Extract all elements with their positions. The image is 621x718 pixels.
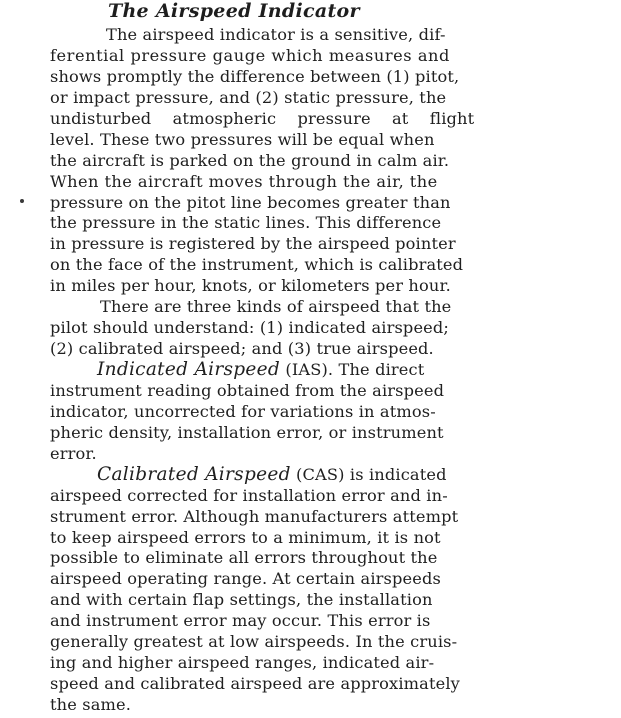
text-line: indicator, uncorrected for variations in atmos- bbox=[50, 401, 436, 421]
cas-paragraph-start bbox=[97, 463, 447, 485]
text-line: and instrument error may occur. This error is bbox=[50, 611, 431, 631]
text-line: error. bbox=[50, 443, 97, 463]
margin-dot bbox=[20, 199, 24, 203]
text-line: There are three kinds of airspeed that the bbox=[100, 297, 452, 317]
text-line: to keep airspeed errors to a minimum, it is not bbox=[50, 527, 441, 547]
text-line: airspeed operating range. At certain airspeeds bbox=[50, 569, 441, 589]
text-line: speed and calibrated airspeed are approximately bbox=[50, 674, 460, 694]
text-line: level. These two pressures will be equal when bbox=[50, 129, 435, 149]
text-line: the pressure in the static lines. This difference bbox=[50, 213, 442, 233]
text-line: instrument reading obtained from the airspeed bbox=[50, 380, 445, 400]
text-line: generally greatest at low airspeeds. In the cruis- bbox=[50, 632, 458, 652]
text-line: in pressure is registered by the airspeed pointer bbox=[50, 234, 456, 254]
text-line: on the face of the instrument, which is calibrated bbox=[50, 255, 464, 275]
text-line: pheric density, installation error, or instrument bbox=[50, 422, 444, 442]
text-line: The airspeed indicator is a sensitive, dif- bbox=[106, 25, 446, 44]
text-line: shows promptly the difference between (1) pitot, bbox=[50, 66, 460, 86]
text-line: possible to eliminate all errors throughout the bbox=[50, 548, 438, 568]
text-line: pilot should understand: (1) indicated airspeed; bbox=[50, 318, 450, 338]
text-line: When the aircraft moves through the air, the bbox=[50, 171, 438, 191]
cas-heading: Calibrated Airspeed bbox=[97, 463, 291, 485]
cas-rest: (CAS) is indicated bbox=[290, 464, 447, 484]
text-line: in miles per hour, knots, or kilometers per hour. bbox=[50, 276, 451, 296]
ias-rest: (IAS). The direct bbox=[280, 360, 425, 379]
text-line: pressure on the pitot line becomes greater than bbox=[50, 192, 451, 212]
text-line: undisturbed atmospheric pressure at flight bbox=[50, 108, 475, 128]
text-line: ing and higher airspeed ranges, indicated air- bbox=[50, 653, 435, 673]
ias-paragraph-start bbox=[97, 361, 424, 379]
text-line: and with certain flap settings, the installation bbox=[50, 590, 433, 610]
text-line: ferential pressure gauge which measures and bbox=[50, 45, 450, 65]
text-line: the same. bbox=[50, 695, 132, 714]
text-line: airspeed corrected for installation error and in- bbox=[50, 485, 448, 505]
section-title: The Airspeed Indicator bbox=[108, 0, 360, 22]
text-line: or impact pressure, and (2) static pressure, the bbox=[50, 87, 447, 107]
text-line: (2) calibrated airspeed; and (3) true airspeed. bbox=[50, 339, 434, 359]
ias-heading: Indicated Airspeed bbox=[97, 359, 281, 380]
text-line: the aircraft is parked on the ground in calm air. bbox=[50, 150, 450, 170]
text-line: strument error. Although manufacturers attempt bbox=[50, 506, 459, 526]
